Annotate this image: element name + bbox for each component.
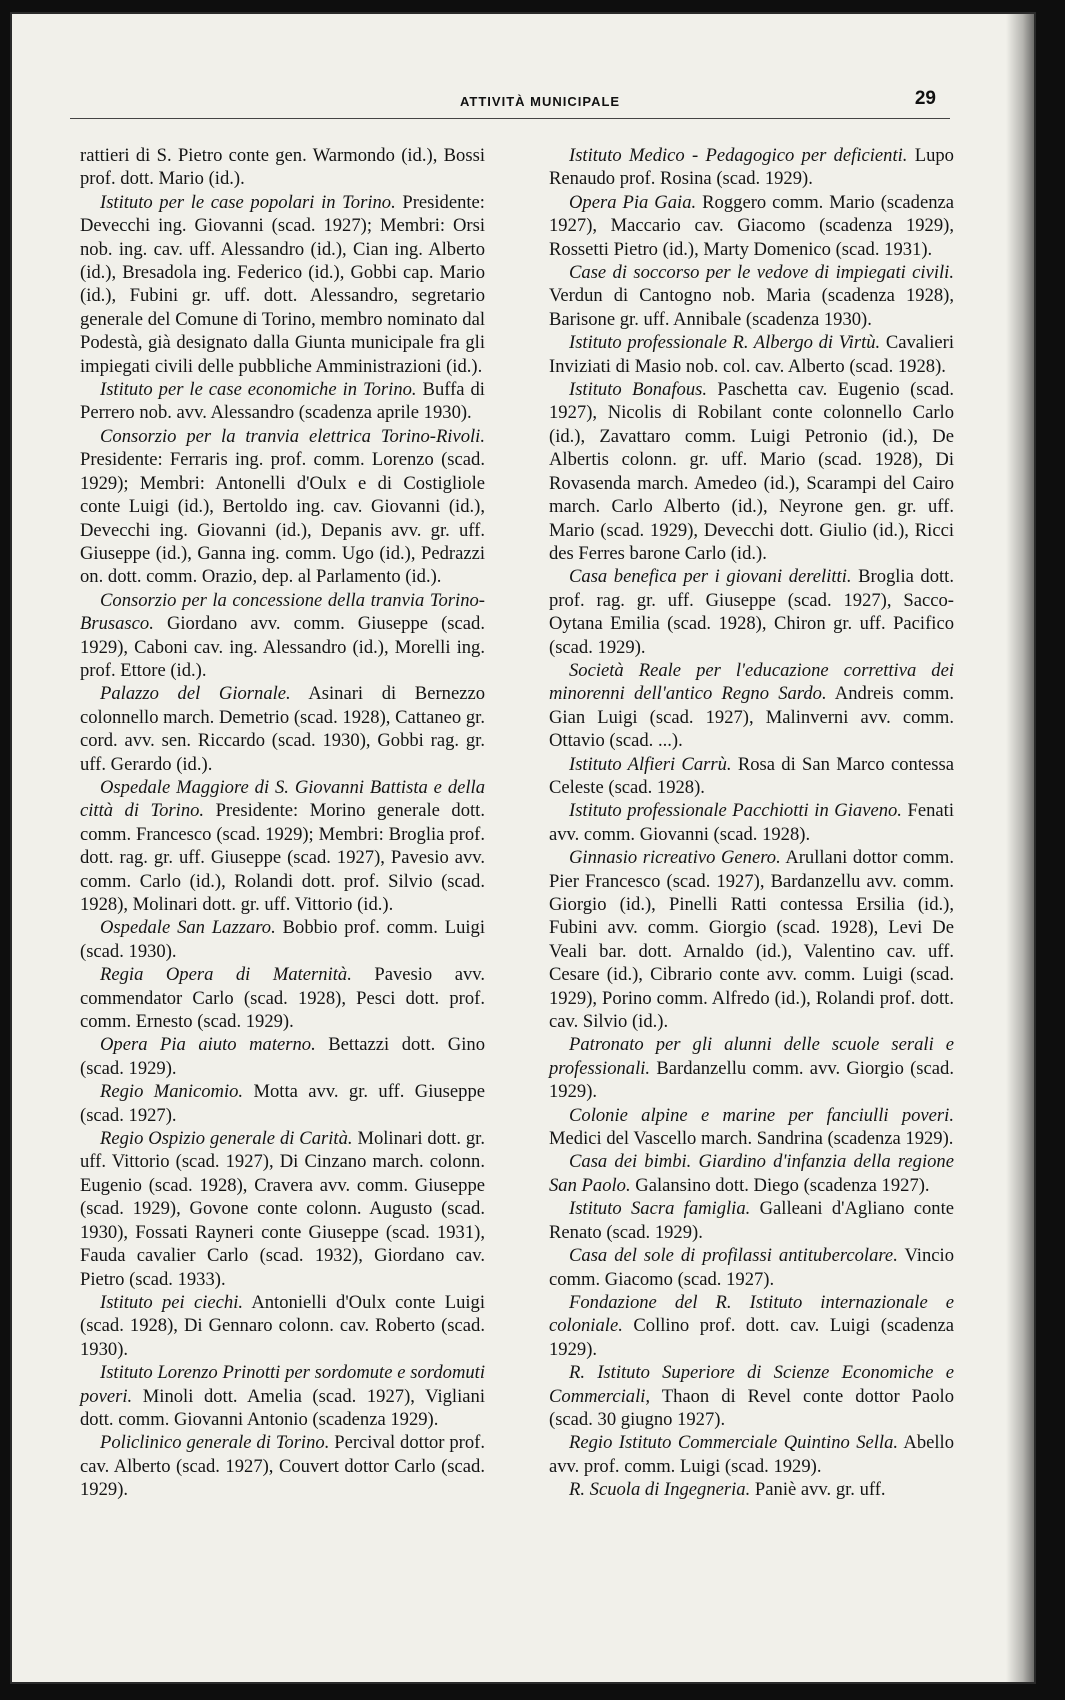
entry-text: Giordano avv. comm. Giuseppe (scad. 1929), Caboni cav. ing. Alessandro (id.), Morelli ing. prof. Ettore (id.). xyxy=(80,613,485,681)
entry-text: Verdun di Cantogno nob. Maria (scadenza 1928), Barisone gr. uff. Annibale (scadenza 1930). xyxy=(549,285,954,330)
entry-title: Regio Manicomio. xyxy=(100,1081,244,1103)
entry-title: Opera Pia Gaia. xyxy=(569,191,697,213)
directory-entry xyxy=(549,846,954,1033)
scanned-page xyxy=(12,14,1034,1682)
entry-text: Lupo Renaudo prof. Rosina (scad. 1929). xyxy=(549,145,954,190)
entry-text: Bettazzi dott. Gino (scad. 1929). xyxy=(80,1034,485,1079)
entry-title: Casa del sole di profilassi antitubercolare. xyxy=(569,1245,898,1267)
entry-title: Regia Opera di Maternità. xyxy=(100,964,352,986)
entry-text: Abello avv. prof. comm. Luigi (scad. 1929). xyxy=(549,1432,955,1477)
entry-title: Opera Pia aiuto materno. xyxy=(100,1034,316,1056)
entry-text: Paniè avv. gr. uff. xyxy=(754,1479,886,1501)
entry-title: Consorzio per la concessione della tranvia Torino-Brusasco. xyxy=(80,589,485,635)
directory-entry xyxy=(549,1291,954,1361)
entry-title: Policlinico generale di Torino. xyxy=(100,1432,330,1454)
directory-entry xyxy=(80,589,485,683)
running-head: ATTIVITÀ MUNICIPALE xyxy=(460,94,621,109)
entry-text: Thaon di Revel conte dottor Paolo (scad. 30 giugno 1927). xyxy=(549,1385,954,1430)
directory-entry xyxy=(549,261,954,331)
directory-entry xyxy=(80,1033,485,1080)
entry-title: Fondazione del R. Istituto internazionale e coloniale. xyxy=(549,1291,954,1337)
entry-text: Molinari dott. gr. uff. Vittorio (scad. 1927), Di Cinzano march. colonn. Eugenio (scad. 1928), Cravera avv. comm. Giuseppe (scad. 1929), Govone conte colonn. Augusto (scad. 1930), Fossati Rayneri conte Giuseppe (scad. 1931), Fauda cavalier Carlo (scad. 1932), Giordano cav. Pietro (scad. 1933). xyxy=(80,1128,485,1290)
entry-title: Istituto Sacra famiglia. xyxy=(569,1198,751,1220)
entry-text: Presidente: Morino generale dott. comm. Francesco (scad. 1929); Membri: Broglia prof. dott. rag. gr. uff. Giuseppe (scad. 1927), Pavesio avv. comm. Carlo (id.), Rolandi dott. prof. Silvio (scad. 1928), Molinari dott. gr. uff. Vittorio (id.). xyxy=(80,800,485,915)
left-column xyxy=(80,144,485,1502)
entry-text: Medici del Vascello march. Sandrina (scadenza 1929). xyxy=(549,1128,954,1150)
directory-entry xyxy=(549,331,954,378)
entry-text: Motta avv. gr. uff. Giuseppe (scad. 1927). xyxy=(80,1081,485,1126)
entry-text: Asinari di Bernezzo colonnello march. Demetrio (scad. 1928), Cattaneo gr. cord. avv. sen. Riccardo (scad. 1930), Gobbi rag. gr. uff. Gerardo (id.). xyxy=(80,683,486,775)
entry-text: Collino prof. dott. cav. Luigi (scadenza 1929). xyxy=(549,1315,954,1360)
entry-title: Palazzo del Giornale. xyxy=(100,683,291,705)
entry-text: Paschetta cav. Eugenio (scad. 1927), Nicolis di Robilant conte colonnello Carlo (id.), Zavattaro comm. Luigi Petronio (id.), De Albertis colonn. gr. uff. Mario (scad. 1928), Di Rovasenda march. Amedeo (id.), Scarampi del Cairo march. Carlo Alberto (id.), Neyrone gen. gr. uff. Mario (scad. 1929), Devecchi dott. Giulio (id.), Ricci des Ferres barone Carlo (id.). xyxy=(549,379,954,564)
directory-entry xyxy=(80,1291,485,1361)
directory-entry xyxy=(80,776,485,916)
entry-text: Minoli dott. Amelia (scad. 1927), Vigliani dott. comm. Giovanni Antonio (scadenza 1929). xyxy=(80,1385,485,1430)
entry-text: Presidente: Ferraris ing. prof. comm. Lorenzo (scad. 1929); Membri: Antonelli d'Oulx e di Costigliole conte Luigi (id.), Bertoldo ing. cav. Giovanni (id.), Devecchi ing. Giovanni (id.), Depanis avv. gr. uff. Giuseppe (id.), Ganna ing. comm. Ugo (id.), Pedrazzi on. dott. comm. Orazio, dep. al Parlamento (id.). xyxy=(80,449,485,588)
entry-title: Casa dei bimbi. Giardino d'infanzia della regione San Paolo. xyxy=(549,1151,954,1196)
entry-title: Istituto pei ciechi. xyxy=(100,1291,244,1313)
header-rule xyxy=(70,118,950,119)
directory-entry xyxy=(549,378,954,565)
directory-entry xyxy=(549,1104,954,1151)
directory-entry xyxy=(549,1431,954,1478)
entry-title: Istituto Lorenzo Prinotti per sordomute e sordomuti poveri. xyxy=(80,1362,485,1407)
entry-title: Istituto per le case popolari in Torino. xyxy=(100,191,396,213)
directory-entry xyxy=(80,1127,485,1291)
entry-text: Percival dottor prof. cav. Alberto (scad. 1927), Couvert dottor Carlo (scad. 1929). xyxy=(80,1432,485,1501)
entry-text: Roggero comm. Mario (scadenza 1927), Maccario cav. Giacomo (scadenza 1929), Rossetti Pietro (id.), Marty Domenico (scad. 1931). xyxy=(549,191,955,260)
directory-entry xyxy=(80,378,485,425)
entry-title: R. Istituto Superiore di Scienze Economiche e Commerciali, xyxy=(549,1362,954,1407)
directory-entry xyxy=(549,753,954,800)
entry-title: Regio Istituto Commerciale Quintino Sella. xyxy=(569,1432,899,1454)
entry-text: Antonielli d'Oulx conte Luigi (scad. 1928), Di Gennaro colonn. cav. Roberto (scad. 1930). xyxy=(80,1291,486,1360)
directory-entry xyxy=(549,1150,954,1197)
directory-entry xyxy=(549,1033,954,1103)
entry-title: Istituto Alfieri Carrù. xyxy=(569,753,732,775)
directory-entry xyxy=(80,916,485,963)
entry-text: Fenati avv. comm. Giovanni (scad. 1928). xyxy=(549,800,954,845)
entry-title: Ospedale Maggiore di S. Giovanni Battista e della città di Torino. xyxy=(80,776,485,822)
entry-title: Istituto per le case economiche in Torino. xyxy=(100,379,417,401)
entry-title: Società Reale per l'educazione correttiva dei minorenni dell'antico Regno Sardo. xyxy=(549,659,954,705)
directory-entry xyxy=(549,799,954,846)
entry-title: Istituto Medico - Pedagogico per deficienti. xyxy=(569,145,908,166)
right-column xyxy=(549,144,954,1502)
entry-text: Presidente: Devecchi ing. Giovanni (scad. 1927); Membri: Orsi nob. ing. cav. uff. Alessandro (id.), Cian ing. Alberto (id.), Bresadola ing. Federico (id.), Gobbi cap. Mario (id.), Fubini gr. uff. dott. Alessandro, segretario generale del Comune di Torino, membro nominato dal Podestà, già designato dalla Giunta municipale fra gli impiegati civili delle pubbliche Amministrazioni (id.). xyxy=(80,191,485,377)
directory-entry xyxy=(549,1197,954,1244)
directory-entry xyxy=(80,963,485,1033)
entry-title: Istituto professionale Pacchiotti in Giaveno. xyxy=(569,800,902,822)
entry-title: Casa benefica per i giovani derelitti. xyxy=(569,566,852,588)
entry-text: Andreis comm. Gian Luigi (scad. 1927), Malinverni avv. comm. Ottavio (scad. ...). xyxy=(549,683,954,752)
entry-title: Regio Ospizio generale di Carità. xyxy=(100,1128,353,1150)
page-edge-shadow xyxy=(1006,14,1034,1682)
directory-entry xyxy=(80,682,485,776)
entry-text: Galleani d'Agliano conte Renato (scad. 1929). xyxy=(549,1198,955,1243)
directory-entry xyxy=(549,144,954,191)
entry-title: Ospedale San Lazzaro. xyxy=(100,917,276,939)
entry-title: Istituto Bonafous. xyxy=(569,379,707,401)
entry-text: Broglia dott. prof. rag. gr. uff. Giuseppe (scad. 1927), Sacco-Oytana Emilia (scad. 1928), Chiron gr. uff. Pacifico (scad. 1929). xyxy=(549,566,954,658)
directory-entry xyxy=(549,1244,954,1291)
entry-title: Colonie alpine e marine per fanciulli poveri. xyxy=(569,1104,954,1126)
directory-entry xyxy=(80,144,485,191)
entry-text: rattieri di S. Pietro conte gen. Warmondo (id.), Bossi prof. dott. Mario (id.). xyxy=(80,145,485,190)
directory-entry xyxy=(80,191,485,378)
entry-text: Pavesio avv. commendator Carlo (scad. 1928), Pesci dott. prof. comm. Ernesto (scad. 1929). xyxy=(80,964,485,1033)
entry-title: Ginnasio ricreativo Genero. xyxy=(569,847,781,869)
entry-text: Vincio comm. Giacomo (scad. 1927). xyxy=(549,1245,954,1290)
directory-entry xyxy=(549,1361,954,1431)
directory-entry xyxy=(80,425,485,589)
directory-entry xyxy=(80,1431,485,1501)
page-header xyxy=(70,84,950,124)
entry-text: Buffa di Perrero nob. avv. Alessandro (scadenza aprile 1930). xyxy=(80,379,485,424)
directory-entry xyxy=(549,659,954,753)
directory-entry xyxy=(80,1361,485,1431)
entry-text: Bobbio prof. comm. Luigi (scad. 1930). xyxy=(80,917,486,962)
directory-entry xyxy=(549,565,954,659)
entry-title: Case di soccorso per le vedove di impiegati civili. xyxy=(569,262,954,284)
entry-text: Galansino dott. Diego (scadenza 1927). xyxy=(635,1174,930,1196)
entry-text: Cavalieri Inviziati di Masio nob. col. cav. Alberto (scad. 1928). xyxy=(549,332,954,377)
directory-entry xyxy=(549,1478,954,1501)
entry-title: Istituto professionale R. Albergo di Virtù. xyxy=(569,332,881,354)
entry-title: Consorzio per la tranvia elettrica Torino-Rivoli. xyxy=(100,425,485,447)
directory-entry xyxy=(80,1080,485,1127)
entry-text: Bardanzellu comm. avv. Giorgio (scad. 1929). xyxy=(549,1057,954,1103)
entry-title: R. Scuola di Ingegneria. xyxy=(569,1479,751,1501)
entry-text: Rosa di San Marco contessa Celeste (scad. 1928). xyxy=(549,753,954,798)
directory-entry xyxy=(549,191,954,261)
entry-text: Arullani dottor comm. Pier Francesco (scad. 1927), Bardanzellu avv. comm. Giorgio (id.), Pinelli Ratti contessa Ersilia (id.), Fubini avv. comm. Giorgio (scad. 1928), Levi De Veali bar. dott. Arnaldo (id.), Valentino cav. uff. Cesare (id.), Cibrario conte avv. comm. Luigi (scad. 1929), Porino comm. Alfredo (id.), Rolandi prof. dott. cav. Silvio (id.). xyxy=(549,847,954,1033)
entry-title: Patronato per gli alunni delle scuole serali e professionali. xyxy=(549,1034,954,1079)
page-number: 29 xyxy=(914,88,936,109)
